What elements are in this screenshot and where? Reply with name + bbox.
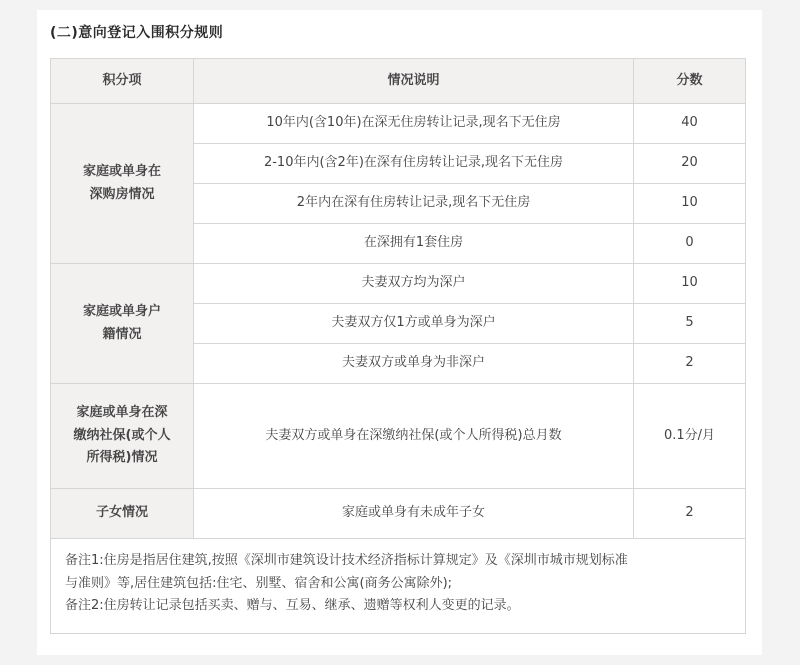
category-line: 家庭或单身户 [82,303,161,319]
row-score: 40 [634,104,746,144]
row-description: 夫妻双方或单身为非深户 [194,344,634,384]
row-score: 0.1分/月 [634,384,746,489]
section-title: (二)意向登记入围积分规则 [50,25,224,41]
notes-cell [51,539,746,634]
row-description: 家庭或单身有未成年子女 [194,489,634,539]
table-row [51,489,746,539]
category-housing [51,104,194,264]
notes-row [51,539,746,634]
row-score: 10 [634,264,746,304]
row-description: 夫妻双方均为深户 [194,264,634,304]
row-score: 5 [634,304,746,344]
header-score: 分数 [634,59,746,104]
category-line: 子女情况 [95,505,148,521]
table-row [51,384,746,489]
table-row [51,264,746,304]
header-description: 情况说明 [194,59,634,104]
header-item: 积分项 [51,59,194,104]
category-social-security [51,384,194,489]
row-description: 10年内(含10年)在深无住房转让记录,现名下无住房 [194,104,634,144]
category-hukou [51,264,194,384]
row-description: 2-10年内(含2年)在深有住房转让记录,现名下无住房 [194,144,634,184]
category-line: 缴纳社保(或个人 [73,427,171,443]
row-description: 2年内在深有住房转让记录,现名下无住房 [194,184,634,224]
row-description: 夫妻双方仅1方或单身为深户 [194,304,634,344]
row-description: 夫妻双方或单身在深缴纳社保(或个人所得税)总月数 [194,384,634,489]
row-score: 20 [634,144,746,184]
note-line: 备注2:住房转让记录包括买卖、赠与、互易、继承、遗赠等权利人变更的记录。 [65,598,520,614]
row-score: 2 [634,344,746,384]
row-score: 10 [634,184,746,224]
category-children [51,489,194,539]
category-line: 家庭或单身在 [82,163,161,179]
row-score: 0 [634,224,746,264]
row-score: 2 [634,489,746,539]
category-line: 所得税)情况 [86,450,158,466]
category-line: 深购房情况 [89,186,155,202]
table-header-row [51,59,746,104]
row-description: 在深拥有1套住房 [194,224,634,264]
table-row [51,104,746,144]
category-line: 籍情况 [102,326,142,342]
note-line: 与准则》等,居住建筑包括:住宅、别墅、宿舍和公寓(商务公寓除外); [65,575,453,591]
points-rules-table [50,58,746,634]
category-line: 家庭或单身在深 [76,404,168,420]
note-line: 备注1:住房是指居住建筑,按照《深圳市建筑设计技术经济指标计算规定》及《深圳市城市规划标准 [65,552,628,568]
